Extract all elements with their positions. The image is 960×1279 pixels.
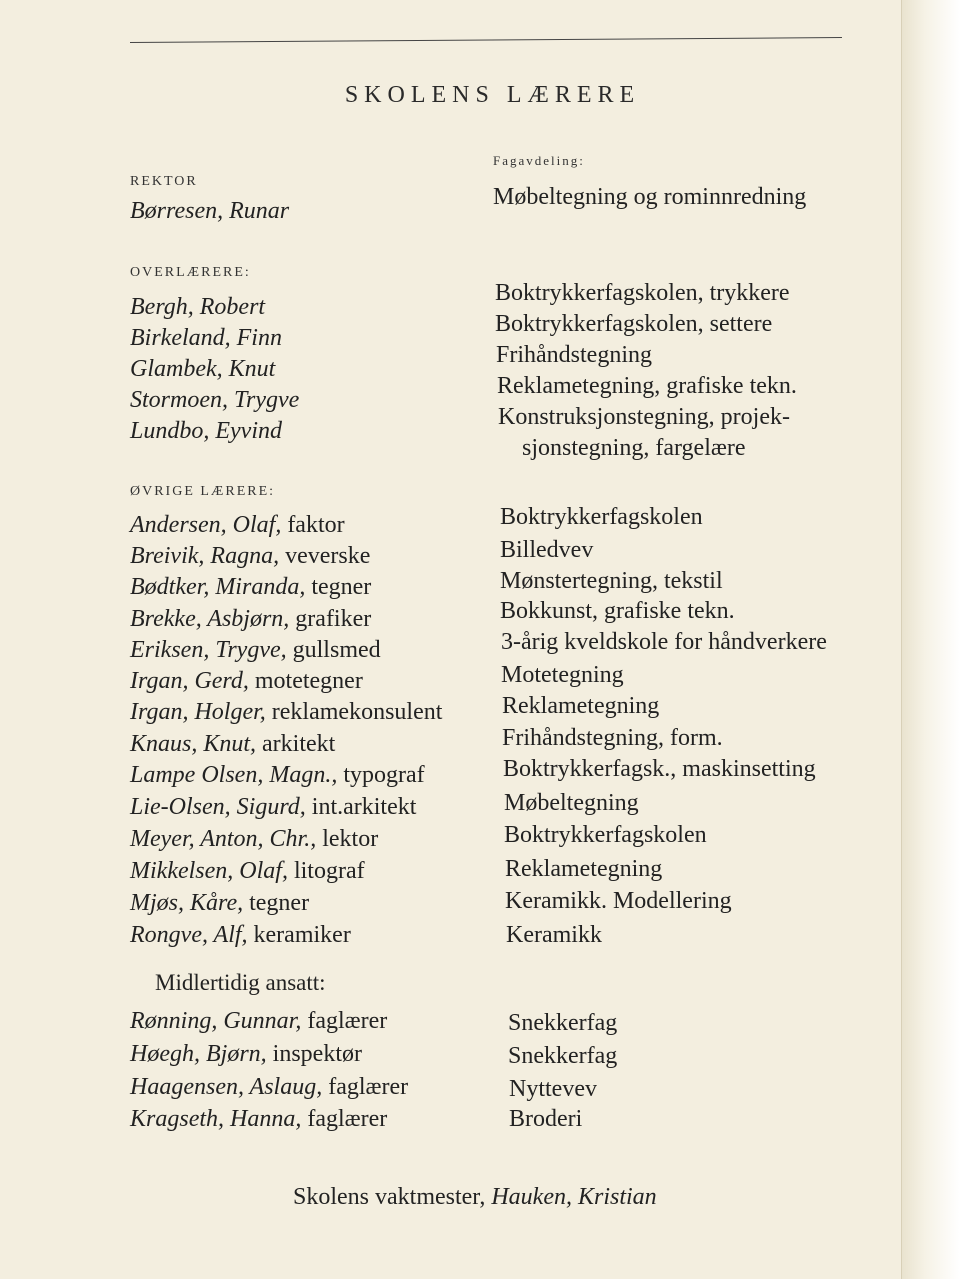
teacher-name: Irgan, Gerd, motetegner: [130, 668, 363, 694]
teacher-department: Boktrykkerfagskolen, settere: [495, 311, 773, 337]
teacher-department: Møbeltegning: [504, 790, 639, 816]
table-row: [130, 790, 890, 824]
department-heading: Fagavdeling:: [493, 153, 585, 168]
teacher-name: Bødtker, Miranda, tegner: [130, 574, 372, 600]
teacher-department-continued: sjonstegning, fargelære: [522, 435, 746, 461]
teacher-name: Bergh, Robert: [130, 294, 266, 320]
teacher-name: Birkeland, Finn: [130, 325, 282, 351]
teacher-department: Mønstertegning, tekstil: [500, 568, 723, 594]
teacher-name: Stormoen, Trygve: [130, 387, 300, 413]
overlaerere-heading: OVERLÆRERE:: [130, 265, 251, 280]
teacher-name: Lie-Olsen, Sigurd, int.arkitekt: [130, 794, 417, 820]
rektor-name: Børresen, Runar: [130, 198, 290, 224]
teacher-name: Andersen, Olaf, faktor: [130, 512, 345, 538]
table-row: [130, 1041, 890, 1071]
teacher-name: Irgan, Holger, reklamekonsulent: [130, 699, 443, 725]
teacher-department: Reklametegning: [502, 693, 660, 719]
midlertidig-heading: Midlertidig ansatt:: [155, 970, 326, 995]
teacher-name: Meyer, Anton, Chr., lektor: [130, 826, 379, 852]
teacher-department: Motetegning: [501, 662, 624, 688]
teacher-name: Brekke, Asbjørn, grafiker: [130, 606, 372, 632]
teacher-department: Broderi: [509, 1106, 583, 1132]
teacher-department: Frihåndstegning, form.: [502, 725, 723, 751]
rektor-heading: REKTOR: [130, 174, 198, 189]
table-row: [130, 858, 890, 888]
teacher-department: 3-årig kveldskole for håndverkere: [501, 629, 827, 655]
janitor-line: Skolens vaktmester, Hauken, Kristian: [293, 1184, 657, 1210]
teacher-name: Mjøs, Kåre, tegner: [130, 890, 310, 916]
teacher-department: Snekkerfag: [508, 1043, 618, 1069]
teacher-name: Lundbo, Eyvind: [130, 418, 282, 444]
teacher-name: Rønning, Gunnar, faglærer: [130, 1008, 388, 1034]
rektor-row: [130, 184, 890, 228]
teacher-name: Eriksen, Trygve, gullsmed: [130, 637, 381, 663]
teacher-department: Keramikk. Modellering: [505, 888, 732, 914]
teacher-name: Lampe Olsen, Magn., typograf: [130, 762, 425, 788]
rektor-department: Møbeltegning og rominnredning: [493, 184, 807, 210]
teacher-department: Nyttevev: [509, 1076, 597, 1102]
table-row: [130, 890, 890, 920]
teacher-name: Glambek, Knut: [130, 356, 276, 382]
teacher-name: Haagensen, Aslaug, faglærer: [130, 1074, 409, 1100]
teacher-name: Mikkelsen, Olaf, litograf: [130, 858, 365, 884]
teacher-department: Konstruksjonstegning, projek-: [498, 404, 790, 430]
table-row: [130, 756, 890, 792]
teacher-department: Reklametegning: [505, 856, 663, 882]
table-row: [130, 404, 890, 461]
table-row: [130, 1106, 890, 1136]
teacher-department: Reklametegning, grafiske tekn.: [497, 373, 797, 399]
teacher-department: Billedvev: [500, 537, 594, 563]
teacher-department: Frihåndstegning: [496, 342, 652, 368]
teacher-department: Snekkerfag: [508, 1010, 618, 1036]
page-edge: [901, 0, 960, 1279]
table-row: [130, 922, 890, 952]
teacher-name: Rongve, Alf, keramiker: [130, 922, 351, 948]
teacher-department: Bokkunst, grafiske tekn.: [500, 598, 735, 624]
teacher-name: Breivik, Ragna, veverske: [130, 543, 371, 569]
table-row: [130, 822, 890, 856]
teacher-name: Høegh, Bjørn, inspektør: [130, 1041, 362, 1067]
ovrige-heading: ØVRIGE LÆRERE:: [130, 484, 276, 499]
header-rule: [130, 37, 842, 43]
teacher-department: Boktrykkerfagskolen: [500, 504, 703, 530]
page-title: SKOLENS LÆRERE: [344, 82, 641, 108]
teacher-department: Boktrykkerfagskolen: [504, 822, 707, 848]
teacher-name: Knaus, Knut, arkitekt: [130, 731, 336, 757]
table-row: [130, 1074, 890, 1104]
teacher-name: Kragseth, Hanna, faglærer: [130, 1106, 388, 1132]
teacher-department: Boktrykkerfagsk., maskinsetting: [503, 756, 816, 782]
teacher-department: Keramikk: [506, 922, 602, 948]
teacher-department: Boktrykkerfagskolen, trykkere: [495, 280, 790, 306]
table-row: [130, 1008, 890, 1038]
